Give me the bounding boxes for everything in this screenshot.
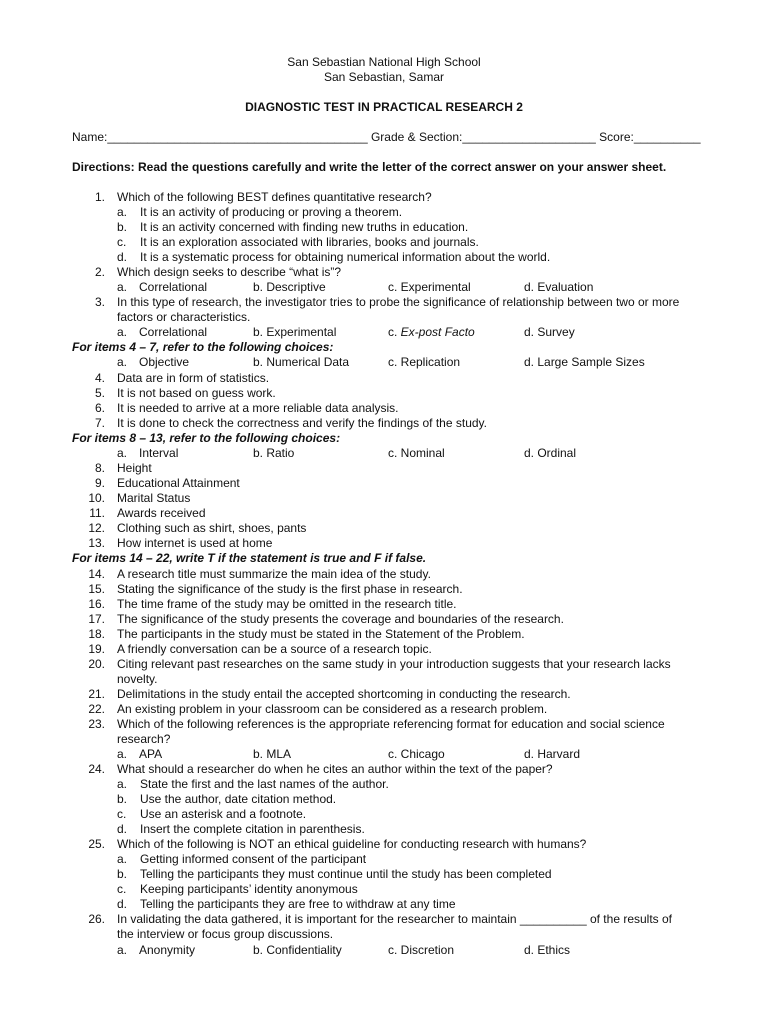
section-heading: For items 14 – 22, write T if the statement is true and F if false.	[72, 551, 427, 565]
question-number: 25.	[88, 837, 105, 851]
question-number: 4.	[94, 371, 105, 385]
question-text: Data are in form of statistics.	[117, 371, 270, 385]
question-number: 15.	[88, 582, 105, 596]
question-number: 18.	[88, 627, 105, 641]
choice-c: c. Ex-post Facto	[388, 325, 475, 339]
choice-a: a. Correlational	[117, 280, 208, 294]
question-number: 14.	[88, 567, 105, 581]
option-text: Insert the complete citation in parenthesis.	[140, 822, 365, 836]
question-text-continued: novelty.	[117, 672, 158, 686]
option-text: Use the author, date citation method.	[140, 792, 337, 806]
choice-b: b. Experimental	[253, 325, 337, 339]
directions: Directions: Read the questions carefully and write the letter of the correct answer on your answer sheet.	[72, 160, 667, 174]
option-text: It is an activity of producing or proving a theorem.	[140, 205, 403, 219]
question-text: The participants in the study must be stated in the Statement of the Problem.	[117, 627, 525, 641]
option-text: It is an activity concerned with finding new truths in education.	[140, 220, 469, 234]
question-text: In validating the data gathered, it is important for the researcher to maintain __________ of the results of	[117, 912, 673, 926]
question-text: Height	[117, 461, 152, 475]
choice-d: d. Ordinal	[524, 446, 577, 460]
question-text: What should a researcher do when he cites an author within the text of the paper?	[117, 762, 553, 776]
school-name: San Sebastian National High School	[287, 55, 481, 69]
question-text: How internet is used at home	[117, 536, 273, 550]
choice-b: b. MLA	[253, 747, 292, 761]
question-text: Marital Status	[117, 491, 191, 505]
option-letter: b.	[117, 792, 128, 806]
option-letter: a.	[117, 852, 128, 866]
school-location: San Sebastian, Samar	[323, 70, 445, 84]
question-number: 9.	[94, 476, 105, 490]
question-text: Awards received	[117, 506, 206, 520]
question-text: Delimitations in the study entail the accepted shortcoming in conducting the research.	[117, 687, 571, 701]
question-text: Clothing such as shirt, shoes, pants	[117, 521, 307, 535]
choice-a: a. Anonymity	[117, 943, 196, 957]
choice-a: a. Objective	[117, 355, 190, 369]
option-text: State the first and the last names of the author.	[140, 777, 389, 791]
question-text: A friendly conversation can be a source of a research topic.	[117, 642, 432, 656]
question-number: 17.	[88, 612, 105, 626]
option-letter: b.	[117, 220, 128, 234]
option-text: Getting informed consent of the participant	[140, 852, 367, 866]
choice-d: d. Harvard	[524, 747, 581, 761]
question-text: A research title must summarize the main idea of the study.	[117, 567, 431, 581]
question-text: It is not based on guess work.	[117, 386, 276, 400]
question-number: 1.	[94, 190, 105, 204]
choice-d: d. Evaluation	[524, 280, 594, 294]
question-text: The time frame of the study may be omitted in the research title.	[117, 597, 457, 611]
option-text: Telling the participants they must continue until the study has been completed	[140, 867, 552, 881]
question-number: 10.	[88, 491, 105, 505]
question-text: Citing relevant past researches on the same study in your introduction suggests that your research lacks	[117, 657, 671, 671]
option-text: It is a systematic process for obtaining numerical information about the world.	[140, 250, 551, 264]
choice-a: a. Interval	[117, 446, 179, 460]
question-text: Which of the following references is the appropriate referencing format for education and social science	[117, 717, 665, 731]
question-text-continued: factors or characteristics.	[117, 310, 251, 324]
section-heading: For items 8 – 13, refer to the following choices:	[72, 431, 341, 445]
section-heading: For items 4 – 7, refer to the following choices:	[72, 340, 334, 354]
question-number: 3.	[94, 295, 105, 309]
question-number: 23.	[88, 717, 105, 731]
question-number: 22.	[88, 702, 105, 716]
question-number: 6.	[94, 401, 105, 415]
choice-c: c. Discretion	[388, 943, 455, 957]
choice-c: c. Nominal	[388, 446, 445, 460]
option-letter: c.	[117, 807, 127, 821]
choice-a: a. APA	[117, 747, 163, 761]
choice-d: d. Survey	[524, 325, 575, 339]
option-text: Telling the participants they are free to withdraw at any time	[140, 897, 456, 911]
choice-d: d. Ethics	[524, 943, 571, 957]
choice-b: b. Confidentiality	[253, 943, 342, 957]
question-text: It is done to check the correctness and verify the findings of the study.	[117, 416, 487, 430]
option-letter: d.	[117, 822, 128, 836]
name-grade-score-line: Name:_______________________________________ Grade & Section:____________________ Score:__________	[72, 130, 701, 144]
question-text: Which of the following BEST defines quantitative research?	[117, 190, 432, 204]
choice-b: b. Numerical Data	[253, 355, 350, 369]
option-letter: d.	[117, 250, 128, 264]
question-number: 26.	[88, 912, 105, 926]
option-letter: b.	[117, 867, 128, 881]
option-letter: c.	[117, 882, 127, 896]
choice-c: c. Replication	[388, 355, 461, 369]
option-letter: d.	[117, 897, 128, 911]
question-number: 16.	[88, 597, 105, 611]
test-title: DIAGNOSTIC TEST IN PRACTICAL RESEARCH 2	[245, 100, 523, 114]
question-number: 7.	[94, 416, 105, 430]
option-letter: a.	[117, 205, 128, 219]
question-number: 19.	[88, 642, 105, 656]
option-text: Use an asterisk and a footnote.	[140, 807, 307, 821]
question-text: Which design seeks to describe “what is”?	[117, 265, 342, 279]
question-number: 12.	[88, 521, 105, 535]
question-text-continued: research?	[117, 732, 171, 746]
question-text-continued: the interview or focus group discussions.	[117, 927, 334, 941]
question-number: 24.	[88, 762, 105, 776]
question-text: In this type of research, the investigator tries to probe the significance of relationship between two or more	[117, 295, 680, 309]
choice-c: c. Chicago	[388, 747, 445, 761]
option-text: Keeping participants’ identity anonymous	[140, 882, 358, 896]
question-number: 20.	[88, 657, 105, 671]
option-letter: a.	[117, 777, 128, 791]
choice-c: c. Experimental	[388, 280, 471, 294]
question-number: 2.	[94, 265, 105, 279]
question-text: Educational Attainment	[117, 476, 240, 490]
question-number: 5.	[94, 386, 105, 400]
question-number: 21.	[88, 687, 105, 701]
choice-a: a. Correlational	[117, 325, 208, 339]
option-letter: c.	[117, 235, 127, 249]
option-text: It is an exploration associated with libraries, books and journals.	[140, 235, 479, 249]
question-number: 8.	[94, 461, 105, 475]
question-text: It is needed to arrive at a more reliable data analysis.	[117, 401, 399, 415]
choice-b: b. Ratio	[253, 446, 295, 460]
question-text: The significance of the study presents the coverage and boundaries of the research.	[117, 612, 564, 626]
choice-b: b. Descriptive	[253, 280, 326, 294]
choice-d: d. Large Sample Sizes	[524, 355, 645, 369]
question-text: Which of the following is NOT an ethical guideline for conducting research with humans?	[117, 837, 587, 851]
question-number: 11.	[89, 506, 105, 520]
question-text: An existing problem in your classroom can be considered as a research problem.	[117, 702, 548, 716]
question-number: 13.	[88, 536, 105, 550]
question-text: Stating the significance of the study is the first phase in research.	[117, 582, 463, 596]
